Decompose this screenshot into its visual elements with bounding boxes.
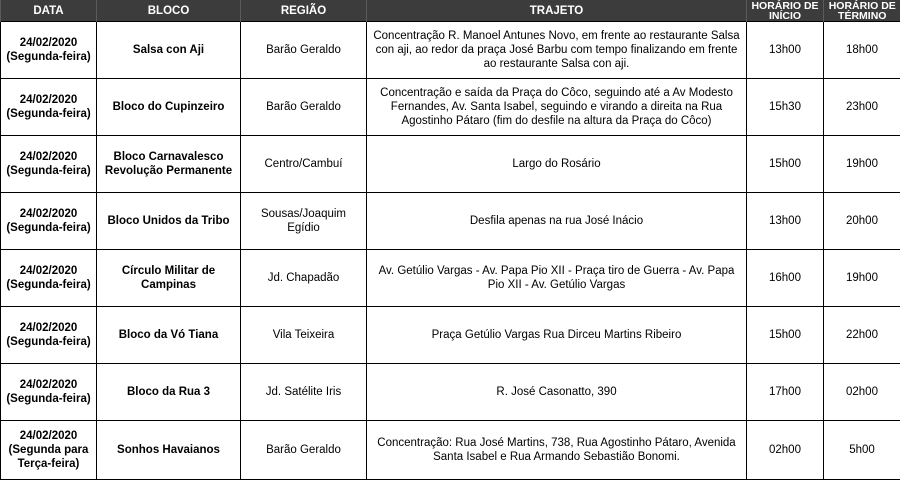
termino-cell: 20h00 <box>824 193 900 250</box>
date-value: 24/02/2020 <box>19 37 78 49</box>
date-value: 24/02/2020 <box>19 265 78 277</box>
regiao-cell: Centro/Cambuí <box>241 136 367 193</box>
inicio-cell: 15h00 <box>747 307 824 364</box>
termino-cell: 19h00 <box>824 250 900 307</box>
date-value: 24/02/2020 <box>19 208 78 220</box>
date-cell <box>1 136 97 193</box>
regiao-cell: Sousas/Joaquim Egídio <box>241 193 367 250</box>
regiao-cell: Barão Geraldo <box>241 79 367 136</box>
date-cell <box>1 79 97 136</box>
trajeto-cell: Desfila apenas na rua José Inácio <box>367 193 747 250</box>
inicio-cell: 16h00 <box>747 250 824 307</box>
date-cell <box>1 421 97 480</box>
termino-cell: 5h00 <box>824 421 900 480</box>
table-row <box>1 193 900 250</box>
weekday-value: (Segunda-feira) <box>6 51 91 63</box>
trajeto-cell: Concentração R. Manoel Antunes Novo, em frente ao restaurante Salsa con aji, ao redor da praça José Barbu com tempo finalizando em frente ao restaurante Salsa con aji. <box>367 22 747 79</box>
regiao-cell: Barão Geraldo <box>241 421 367 480</box>
date-cell <box>1 307 97 364</box>
header-bloco: BLOCO <box>97 0 241 22</box>
bloco-cell: Círculo Militar de Campinas <box>97 250 241 307</box>
date-value: 24/02/2020 <box>19 322 78 334</box>
date-cell <box>1 364 97 421</box>
inicio-cell: 15h30 <box>747 79 824 136</box>
bloco-cell: Salsa con Aji <box>97 22 241 79</box>
termino-cell: 19h00 <box>824 136 900 193</box>
weekday-value: (Segunda para Terça-feira) <box>8 444 89 470</box>
weekday-value: (Segunda-feira) <box>6 108 91 120</box>
inicio-cell: 17h00 <box>747 364 824 421</box>
header-data: DATA <box>1 0 97 22</box>
weekday-value: (Segunda-feira) <box>6 393 91 405</box>
table-row <box>1 307 900 364</box>
weekday-value: (Segunda-feira) <box>6 279 91 291</box>
inicio-cell: 15h00 <box>747 136 824 193</box>
date-value: 24/02/2020 <box>19 94 78 106</box>
date-cell <box>1 22 97 79</box>
header-trajeto: TRAJETO <box>367 0 747 22</box>
trajeto-cell: R. José Casonatto, 390 <box>367 364 747 421</box>
header-regiao: REGIÃO <box>241 0 367 22</box>
termino-cell: 23h00 <box>824 79 900 136</box>
trajeto-cell: Concentração e saída da Praça do Côco, seguindo até a Av Modesto Fernandes, Av. Santa Isabel, seguindo e virando a direita na Rua Agostinho Pátaro (fim do desfile na altura da Praça do Côco) <box>367 79 747 136</box>
bloco-cell: Bloco do Cupinzeiro <box>97 79 241 136</box>
header-row <box>1 0 900 22</box>
trajeto-cell: Praça Getúlio Vargas Rua Dirceu Martins Ribeiro <box>367 307 747 364</box>
trajeto-cell: Largo do Rosário <box>367 136 747 193</box>
weekday-value: (Segunda-feira) <box>6 222 91 234</box>
trajeto-cell: Av. Getúlio Vargas - Av. Papa Pio XII - Praça tiro de Guerra - Av. Papa Pio XII - Av. Getúlio Vargas <box>367 250 747 307</box>
regiao-cell: Jd. Satélite Iris <box>241 364 367 421</box>
date-cell <box>1 250 97 307</box>
inicio-cell: 13h00 <box>747 193 824 250</box>
table-row <box>1 250 900 307</box>
regiao-cell: Jd. Chapadão <box>241 250 367 307</box>
date-cell <box>1 193 97 250</box>
table-row <box>1 22 900 79</box>
bloco-cell: Bloco da Vó Tiana <box>97 307 241 364</box>
regiao-cell: Vila Teixeira <box>241 307 367 364</box>
weekday-value: (Segunda-feira) <box>6 165 91 177</box>
table-row <box>1 364 900 421</box>
table-row <box>1 136 900 193</box>
bloco-cell: Bloco Carnavalesco Revolução Permanente <box>97 136 241 193</box>
header-inicio: HORÁRIO DE INÍCIO <box>747 0 824 22</box>
bloco-cell: Bloco Unidos da Tribo <box>97 193 241 250</box>
header-termino: HORÁRIO DE TÉRMINO <box>824 0 900 22</box>
date-value: 24/02/2020 <box>19 430 78 442</box>
bloco-cell: Bloco da Rua 3 <box>97 364 241 421</box>
inicio-cell: 13h00 <box>747 22 824 79</box>
weekday-value: (Segunda-feira) <box>6 336 91 348</box>
trajeto-cell: Concentração: Rua José Martins, 738, Rua Agostinho Pátaro, Avenida Santa Isabel e Rua Armando Sebastião Bonomi. <box>367 421 747 480</box>
regiao-cell: Barão Geraldo <box>241 22 367 79</box>
date-value: 24/02/2020 <box>19 151 78 163</box>
bloco-cell: Sonhos Havaianos <box>97 421 241 480</box>
termino-cell: 18h00 <box>824 22 900 79</box>
table-row <box>1 421 900 480</box>
termino-cell: 22h00 <box>824 307 900 364</box>
inicio-cell: 02h00 <box>747 421 824 480</box>
date-value: 24/02/2020 <box>19 379 78 391</box>
termino-cell: 02h00 <box>824 364 900 421</box>
table-row <box>1 79 900 136</box>
